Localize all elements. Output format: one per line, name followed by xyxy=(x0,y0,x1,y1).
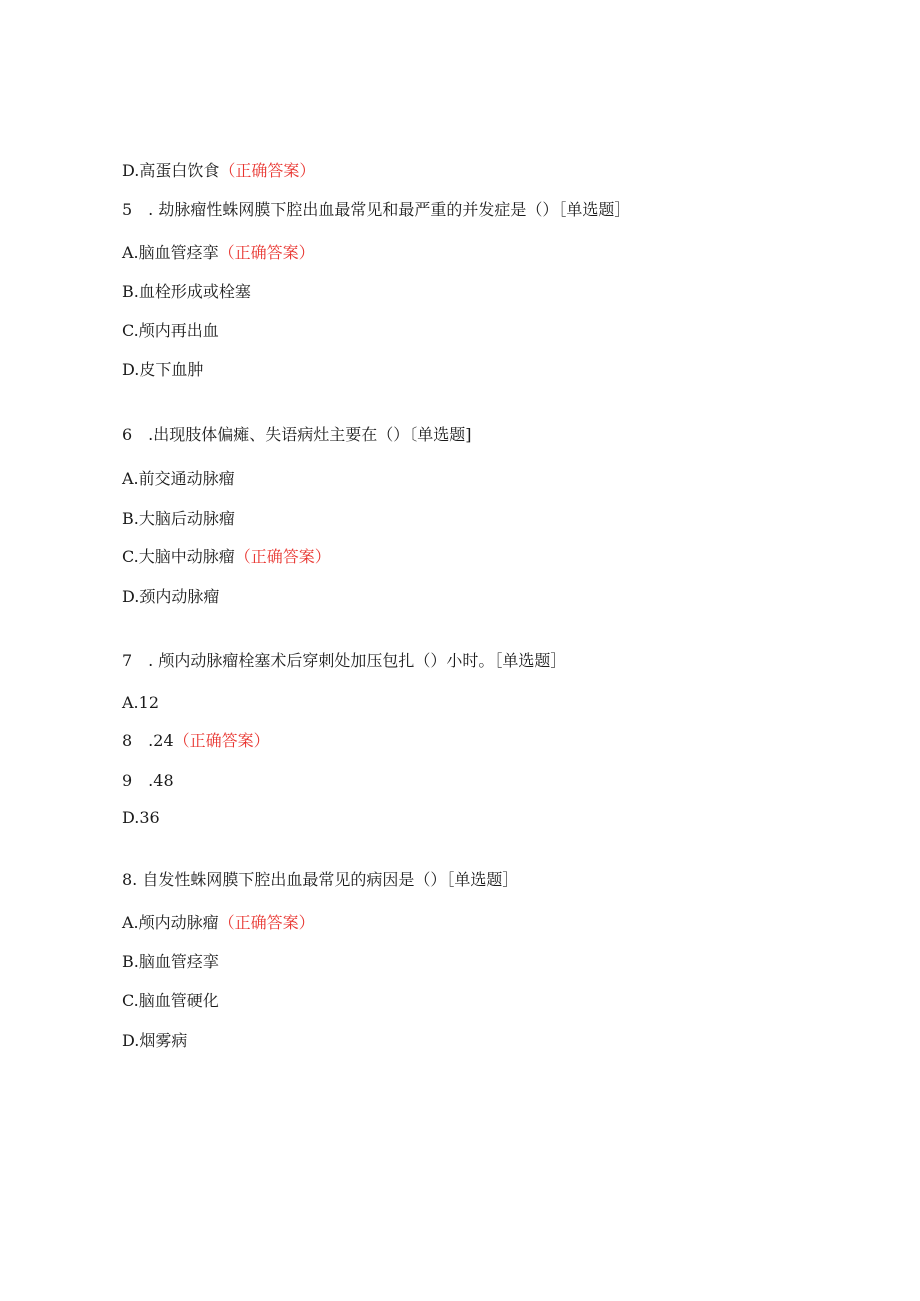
option-d-q5: D.皮下血肿 xyxy=(122,360,204,379)
option-c-q8: C.脑血管硬化 xyxy=(122,991,219,1010)
option-b-q6: B.大脑后动脉瘤 xyxy=(122,509,235,528)
option-c-q7: 9 .48 xyxy=(122,771,174,790)
option-b-q5: B.血栓形成或栓塞 xyxy=(122,282,251,301)
correct-answer-tag: （正确答案） xyxy=(218,913,315,932)
correct-answer-tag: （正确答案） xyxy=(219,161,316,180)
option-d-q8: D.烟雾病 xyxy=(122,1031,188,1050)
correct-answer-tag: （正确答案） xyxy=(234,547,331,566)
option-a-q6: A.前交通动脉瘤 xyxy=(122,469,235,488)
option-b-q8: B.脑血管痉挛 xyxy=(122,952,219,971)
option-b-q7: 8 .24（正确答案） xyxy=(122,731,270,750)
option-a-q7: A.12 xyxy=(122,693,159,712)
option-c-q6: C.大脑中动脉瘤（正确答案） xyxy=(122,547,331,566)
correct-answer-tag: （正确答案） xyxy=(173,731,270,750)
option-a-q8: A.颅内动脉瘤（正确答案） xyxy=(122,913,315,932)
option-c-q5: C.颅内再出血 xyxy=(122,321,219,340)
question-8: 8. 自发性蛛网膜下腔出血最常见的病因是（）［单选题］ xyxy=(122,870,519,889)
question-5: 5 . 劫脉瘤性蛛网膜下腔出血最常见和最严重的并发症是（）［单选题］ xyxy=(122,200,631,219)
question-6: 6 .出现肢体偏瘫、失语病灶主要在（）〔单选题] xyxy=(122,425,472,444)
option-d-q7: D.36 xyxy=(122,808,160,827)
correct-answer-tag: （正确答案） xyxy=(218,243,315,262)
option-d-q6: D.颈内动脉瘤 xyxy=(122,587,220,606)
option-d-q4: D.高蛋白饮食（正确答案） xyxy=(122,161,316,180)
option-a-q5: A.脑血管痉挛（正确答案） xyxy=(122,243,315,262)
question-7: 7 . 颅内动脉瘤栓塞术后穿刺处加压包扎（）小时。［单选题］ xyxy=(122,651,567,670)
